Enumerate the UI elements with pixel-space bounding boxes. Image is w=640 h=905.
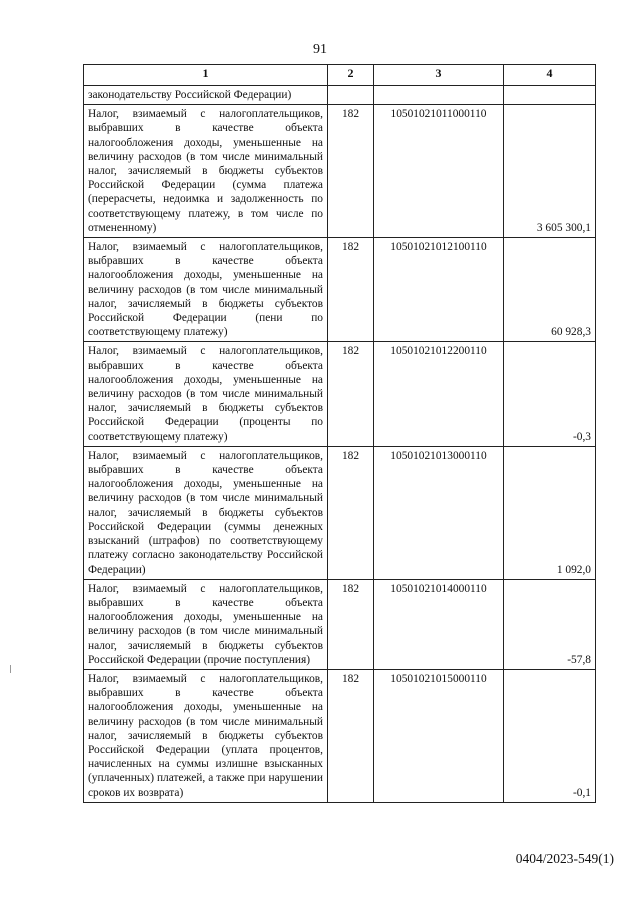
row-amount: -0,3 xyxy=(504,342,596,446)
row-amount: -57,8 xyxy=(504,579,596,669)
row-description: Налог, взимаемый с налогоплательщиков, выбравших в качестве объекта налогообложения доходы, уменьшенные на величину расходов (в том числе минимальный налог, зачисляемый в бюджеты субъектов Российской Федерации (пени по соответствующему платежу) xyxy=(84,238,328,342)
row-description: Налог, взимаемый с налогоплательщиков, выбравших в качестве объекта налогообложения доходы, уменьшенные на величину расходов (в том числе минимальный налог, зачисляемый в бюджеты субъектов Российской Федерации (суммы денежных взысканий (штрафов) по соответствующему платежу согласно законодательству Российской Федерации) xyxy=(84,446,328,579)
column-header-4: 4 xyxy=(504,65,596,86)
row-amount: 60 928,3 xyxy=(504,238,596,342)
revenue-table xyxy=(83,64,596,803)
row-description: Налог, взимаемый с налогоплательщиков, выбравших в качестве объекта налогообложения доходы, уменьшенные на величину расходов (в том числе минимальный налог, зачисляемый в бюджеты субъектов Российской Федерации (уплата процентов, начисленных на суммы излишне взысканных (уплаченных) платежей, а также при нарушении сроков их возврата) xyxy=(84,669,328,802)
row-amount: -0,1 xyxy=(504,669,596,802)
row-kbk: 10501021011000110 xyxy=(374,105,504,238)
continuation-row xyxy=(84,86,596,105)
row-description: Налог, взимаемый с налогоплательщиков, выбравших в качестве объекта налогообложения доходы, уменьшенные на величину расходов (в том числе минимальный налог, зачисляемый в бюджеты субъектов Российской Федерации (прочие поступления) xyxy=(84,579,328,669)
row-admin-code: 182 xyxy=(328,238,374,342)
table-row xyxy=(84,238,596,342)
table-row xyxy=(84,342,596,446)
table-row xyxy=(84,105,596,238)
row-description: Налог, взимаемый с налогоплательщиков, выбравших в качестве объекта налогообложения доходы, уменьшенные на величину расходов (в том числе минимальный налог, зачисляемый в бюджеты субъектов Российской Федерации (проценты по соответствующему платежу) xyxy=(84,342,328,446)
continuation-text: законодательству Российской Федерации) xyxy=(84,86,328,105)
empty-cell xyxy=(504,86,596,105)
row-kbk: 10501021012200110 xyxy=(374,342,504,446)
row-admin-code: 182 xyxy=(328,579,374,669)
column-header-1: 1 xyxy=(84,65,328,86)
row-kbk: 10501021015000110 xyxy=(374,669,504,802)
row-admin-code: 182 xyxy=(328,669,374,802)
row-kbk: 10501021013000110 xyxy=(374,446,504,579)
scan-margin-mark xyxy=(10,665,11,673)
document-id: 0404/2023-549(1) xyxy=(515,851,614,866)
row-kbk: 10501021014000110 xyxy=(374,579,504,669)
empty-cell xyxy=(374,86,504,105)
table-row xyxy=(84,669,596,802)
row-admin-code: 182 xyxy=(328,446,374,579)
table-header-row xyxy=(84,65,596,86)
empty-cell xyxy=(328,86,374,105)
column-header-2: 2 xyxy=(328,65,374,86)
row-description: Налог, взимаемый с налогоплательщиков, выбравших в качестве объекта налогообложения доходы, уменьшенные на величину расходов (в том числе минимальный налог, зачисляемый в бюджеты субъектов Российской Федерации (сумма платежа (перерасчеты, недоимка и задолженность по соответствующему платежу, в том числе по отмененному) xyxy=(84,105,328,238)
row-admin-code: 182 xyxy=(328,342,374,446)
page-number: 91 xyxy=(313,42,327,57)
table-row xyxy=(84,446,596,579)
column-header-3: 3 xyxy=(374,65,504,86)
row-kbk: 10501021012100110 xyxy=(374,238,504,342)
row-amount: 1 092,0 xyxy=(504,446,596,579)
row-amount: 3 605 300,1 xyxy=(504,105,596,238)
row-admin-code: 182 xyxy=(328,105,374,238)
table-row xyxy=(84,579,596,669)
